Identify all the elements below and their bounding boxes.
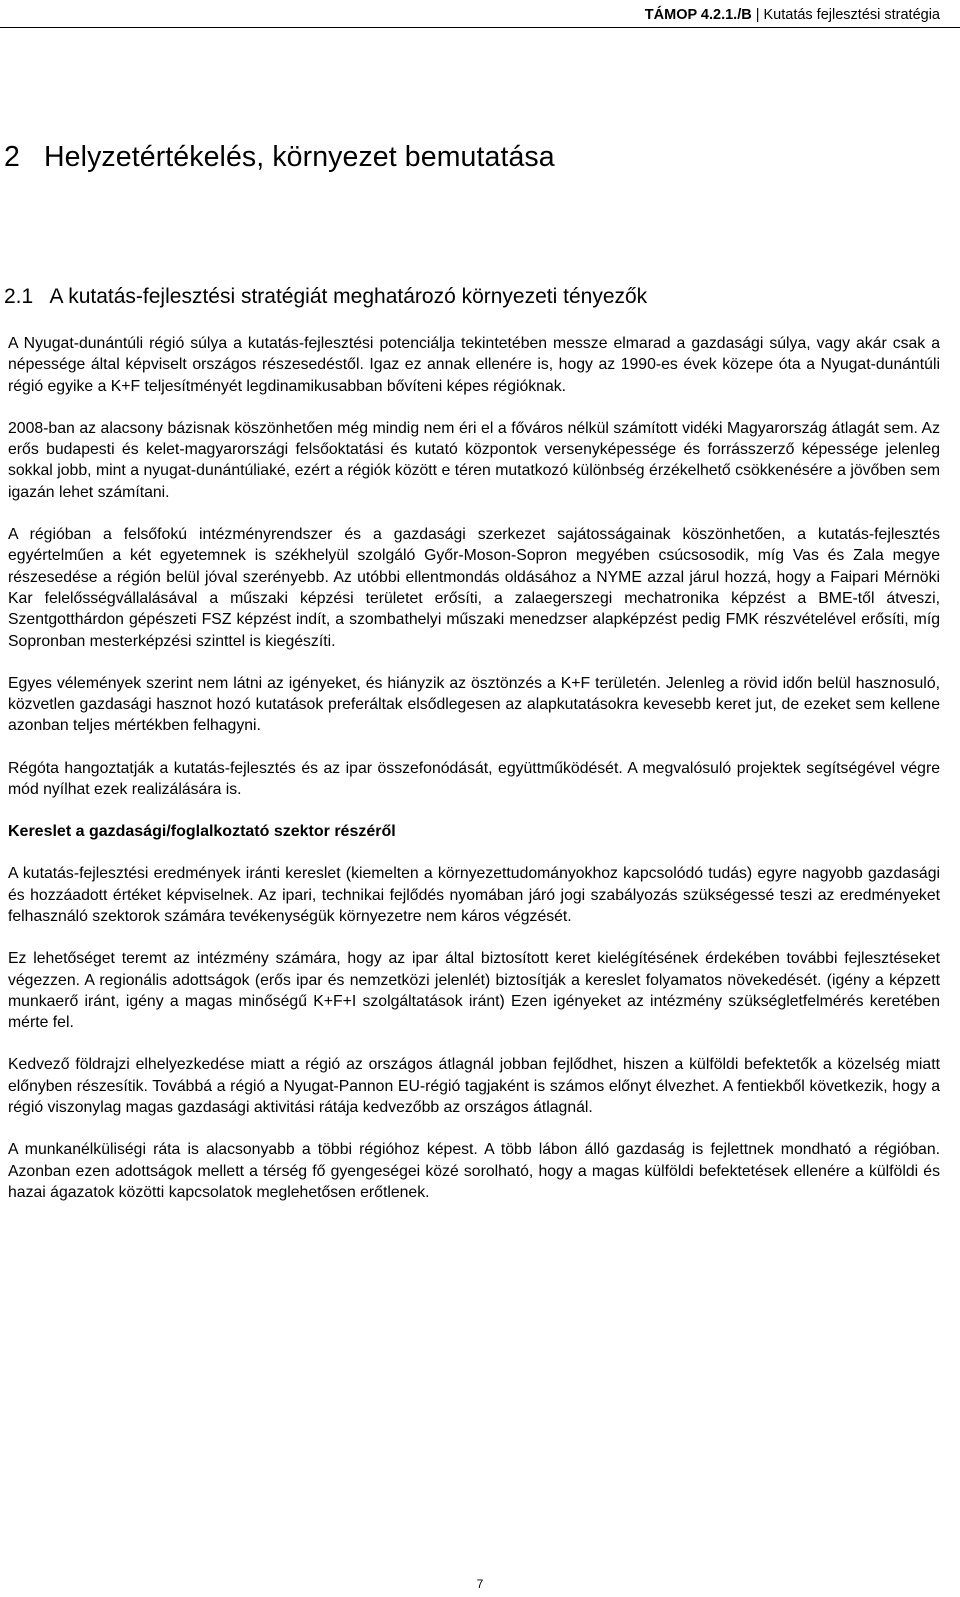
paragraph: Kedvező földrajzi elhelyezkedése miatt a régió az országos átlagnál jobban fejlődhet, hiszen a külföldi befektetők a közelség miatt előnyben részesítik. Továbbá a régió a Nyugat-Pannon EU-régió tagjaként is számos előnyt élvezhet. A fentiekből következik, hogy a régió viszonylag magas gazdasági aktivitási rátája kedvezőbb az országos átlagnál. — [8, 1056, 940, 1117]
page-number: 7 — [476, 1577, 484, 1591]
page-content — [4, 140, 940, 1201]
chapter-heading: 2 Helyzetértékelés, környezet bemutatása — [4, 141, 555, 173]
header-project-code: TÁMOP 4.2.1./B — [644, 7, 752, 23]
header-rule — [0, 27, 960, 28]
paragraph: A régióban a felsőfokú intézményrendszer és a gazdasági szerkezet sajátosságainak köszönhetően, a kutatás-fejlesztés egyértelműen a két egyetemnek is székhelyül szolgáló Győr-Moson-Sopron megyében csúcsosodik, míg Vas és Zala megye részesedése a régión belül jóval szerényebb. Az utóbbi ellentmondás oldásához a NYME azzal járul hozzá, hogy a Faipari Mérnöki Kar felelősségvállalásával a műszaki képzési területet erősíti, a zalaegerszegi mechatronika képzést a BME-től átveszi, Szentgotthárdon gépészeti FSZ képzést indít, a szombathelyi műszaki menedzser alapképzést pedig FMK részvételével erősíti, míg Sopronban mesterképzési szinttel is kiegészíti. — [8, 526, 940, 650]
header-document-title: Kutatás fejlesztési stratégia — [763, 7, 940, 23]
running-header — [645, 6, 940, 24]
paragraph: Régóta hangoztatják a kutatás-fejlesztés és az ipar összefonódását, együttműködését. A megvalósuló projektek segítségével végre mód nyílhat ezek realizálására is. — [8, 759, 940, 799]
paragraph: 2008-ban az alacsony bázisnak köszönhetően még mindig nem éri el a főváros nélkül számított vidéki Magyarország átlagát sem. Az erős budapesti és kelet-magyarországi felsőoktatási és kutató központok versenyképessége és forrásszerző képessége jelenleg sokkal jobb, mint a nyugat-dunántúliaké, ezért a régiók között e téren mutatkozó különbség érzékelhető csökkenésére a jövőben sem igazán lehet számítani. — [8, 419, 940, 501]
paragraph: A Nyugat-dunántúli régió súlya a kutatás-fejlesztési potenciálja tekintetében messze elmarad a gazdasági súlya, vagy akár csak a népessége által képviselt országos részesedéstől. Igaz ez annak ellenére is, hogy az 1990-es évek közepe óta a Nyugat-dunántúli régió egyike a K+F teljesítményét legdinamikusabban bővíteni képes régióknak. — [8, 335, 940, 395]
body-text — [8, 333, 940, 1224]
header-separator: | — [755, 7, 760, 23]
paragraph: A munkanélküliségi ráta is alacsonyabb a többi régióhoz képest. A több lábon álló gazdaság is fejlettnek mondható a régióban. Azonban ezen adottságok mellett a térség fő gyengeségei közé sorolható, hogy a magas külföldi befektetések ellenére a külföldi és hazai ágazatok közötti kapcsolatok meglehetősen erőtlenek. — [8, 1141, 940, 1201]
paragraph: Ez lehetőséget teremt az intézmény számára, hogy az ipar által biztosított keret kielégítésének érdekében további fejlesztéseket végezzen. A regionális adottságok (erős ipar és nemzetközi jelenlét) biztosítják a kereslet folyamatos növekedését. (igény a képzett munkaerő iránt, igény a magas minőségű K+F+I szolgáltatások iránt) Ezen igényeket az intézmény szükségletfelmérés keretében mérte fel. — [8, 950, 940, 1032]
paragraph: A kutatás-fejlesztési eredmények iránti kereslet (kiemelten a környezettudományokhoz kapcsolódó tudás) egyre nagyobb gazdasági és hozzáadott értéket képviselnek. Az ipari, technikai fejlődés nyomában járó jogi szabályozás szükségessé teszi az eredményeket felhasználó szektorok számára tevékenységük környezetre nem káros végzését. — [8, 865, 940, 925]
subheading: Kereslet a gazdasági/foglalkoztató szektor részéről — [8, 823, 396, 841]
section-heading: 2.1 A kutatás-fejlesztési stratégiát meghatározó környezeti tényezők — [4, 285, 648, 308]
paragraph: Egyes vélemények szerint nem látni az igényeket, és hiányzik az ösztönzés a K+F területén. Jelenleg a rövid időn belül hasznosuló, közvetlen gazdasági hasznot hozó kutatások preferáltak elsődlegesen az alapkutatásokra kevesebb keret jut, de ezeket sem kellene azonban teljes mértékben felhagyni. — [8, 674, 940, 735]
